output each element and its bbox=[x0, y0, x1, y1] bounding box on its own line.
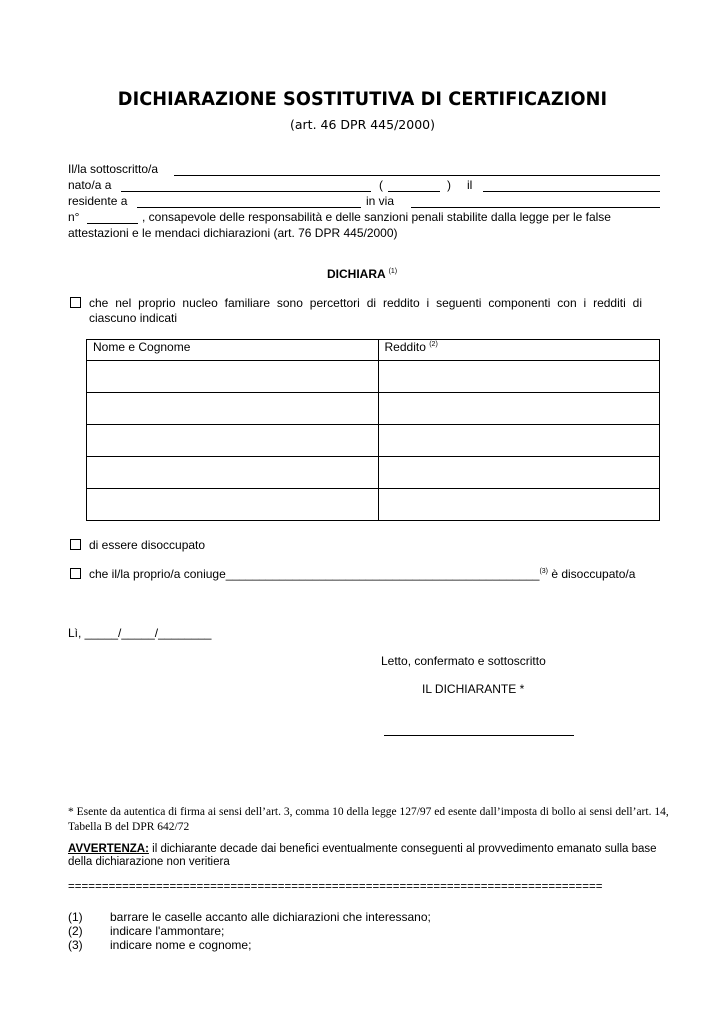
note-2-text: indicare l'ammontare; bbox=[110, 924, 225, 938]
document-subtitle: (art. 46 DPR 445/2000) bbox=[290, 117, 435, 132]
reddito-cell[interactable] bbox=[378, 361, 660, 393]
place-date-field[interactable]: Lì, _____/_____/________ bbox=[68, 626, 212, 640]
confirm-text: Letto, confermato e sottoscritto bbox=[381, 654, 546, 668]
note-1-text: barrare le caselle accanto alle dichiarazioni che interessano; bbox=[110, 910, 431, 924]
reddito-option-line1 bbox=[89, 296, 642, 310]
reddito-cell[interactable] bbox=[378, 393, 660, 425]
residenza-field[interactable] bbox=[137, 207, 361, 208]
dichiara-note: (1) bbox=[388, 268, 398, 275]
esente-line2: Tabella B del DPR 642/72 bbox=[68, 821, 190, 833]
col-nome-header bbox=[87, 340, 379, 361]
warning-label: AVVERTENZA: bbox=[68, 843, 149, 855]
document-title: DICHIARAZIONE SOSTITUTIVA DI CERTIFICAZIONI bbox=[117, 88, 608, 110]
table-row bbox=[87, 393, 660, 425]
in-via-label: in via bbox=[366, 194, 395, 208]
luogo-nascita-field[interactable] bbox=[121, 191, 371, 192]
sottoscritto-field[interactable] bbox=[174, 175, 660, 176]
table-row bbox=[87, 457, 660, 489]
disoccupato-checkbox[interactable] bbox=[70, 539, 81, 550]
signature-line[interactable] bbox=[384, 735, 574, 736]
col-nome-label: Nome e Cognome bbox=[93, 340, 191, 354]
col-reddito-header bbox=[378, 340, 660, 361]
reddito-cell[interactable] bbox=[378, 457, 660, 489]
provincia-field[interactable] bbox=[388, 191, 440, 192]
warning-text: il dichiarante decade dai benefici eventualmente conseguenti al provvedimento emanato sulla base bbox=[148, 843, 657, 855]
note-1-num: (1) bbox=[68, 910, 83, 924]
close-paren: ) bbox=[447, 178, 451, 192]
residente-label: residente a bbox=[68, 194, 128, 208]
numero-civico-field[interactable] bbox=[87, 223, 138, 224]
reddito-option-text1: che nel proprio nucleo familiare sono percettori di reddito i seguenti componenti con i redditi di bbox=[89, 296, 642, 310]
via-field[interactable] bbox=[411, 207, 660, 208]
nome-cell[interactable] bbox=[87, 361, 379, 393]
coniuge-prefix: che il/la proprio/a coniuge bbox=[89, 567, 226, 581]
nome-cell[interactable] bbox=[87, 393, 379, 425]
separator: =============================================================================== bbox=[68, 881, 603, 893]
warning-line2: della dichiarazione non veritiera bbox=[68, 856, 230, 868]
attestazioni-text: attestazioni e le mendaci dichiarazioni (art. 76 DPR 445/2000) bbox=[68, 226, 398, 240]
consapevole-text: , consapevole delle responsabilità e delle sanzioni penali stabilite dalla legge per le false bbox=[142, 210, 611, 224]
open-paren: ( bbox=[379, 178, 383, 192]
nome-cell[interactable] bbox=[87, 425, 379, 457]
note-2-num: (2) bbox=[68, 924, 83, 938]
reddito-checkbox[interactable] bbox=[70, 297, 81, 308]
coniuge-name-field[interactable]: _______________________________________________ bbox=[225, 567, 540, 581]
nome-cell[interactable] bbox=[87, 489, 379, 521]
coniuge-note: (3) bbox=[539, 568, 548, 575]
coniuge-suffix: è disoccupato/a bbox=[548, 567, 636, 581]
note-3-text: indicare nome e cognome; bbox=[110, 938, 252, 952]
coniuge-checkbox[interactable] bbox=[70, 568, 81, 579]
col-reddito-note: (2) bbox=[429, 341, 438, 348]
reddito-cell[interactable] bbox=[378, 425, 660, 457]
table-row bbox=[87, 361, 660, 393]
dichiara-heading bbox=[327, 267, 397, 281]
declarant-label: IL DICHIARANTE * bbox=[422, 682, 525, 696]
table-row bbox=[87, 489, 660, 521]
numero-label: n° bbox=[68, 210, 80, 224]
coniuge-option bbox=[89, 567, 635, 581]
warning-line1 bbox=[68, 843, 657, 855]
table-header-row bbox=[87, 340, 660, 361]
sottoscritto-label: Il/la sottoscritto/a bbox=[68, 162, 159, 176]
esente-line1: * Esente da autentica di firma ai sensi dell’art. 3, comma 10 della legge 127/97 ed esente dall’imposta di bollo ai sensi dell’art. 14, bbox=[68, 806, 669, 818]
nato-label: nato/a a bbox=[68, 178, 112, 192]
dichiara-label: DICHIARA bbox=[327, 267, 386, 281]
nome-cell[interactable] bbox=[87, 457, 379, 489]
il-label: il bbox=[467, 178, 473, 192]
col-reddito-label: Reddito bbox=[384, 340, 426, 354]
disoccupato-option: di essere disoccupato bbox=[89, 538, 206, 552]
data-nascita-field[interactable] bbox=[483, 191, 660, 192]
table-row bbox=[87, 425, 660, 457]
reddito-option-line2: ciascuno indicati bbox=[89, 311, 178, 325]
note-3-num: (3) bbox=[68, 938, 83, 952]
reddito-cell[interactable] bbox=[378, 489, 660, 521]
redditi-table bbox=[86, 339, 660, 521]
